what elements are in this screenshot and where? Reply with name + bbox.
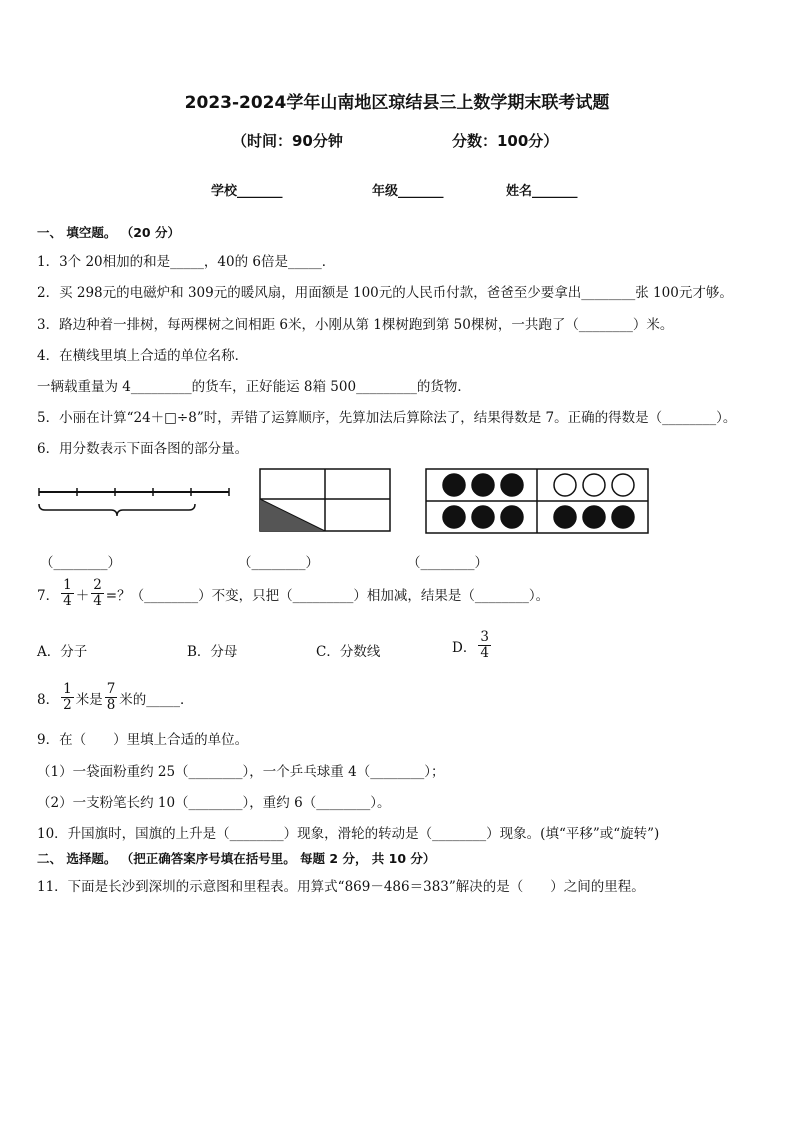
question-4-prompt: 4．在横线里填上合适的单位名称． (37, 348, 249, 364)
q6-answer-1: （________） (40, 555, 121, 571)
q8-text-end: 米的_____． (119, 691, 194, 708)
question-8 (37, 682, 194, 713)
option-c: C．分数线 (316, 644, 381, 660)
option-b: B．分母 (187, 644, 238, 660)
filled-circle (612, 506, 634, 528)
section-2-title: 二、 选择题。 （把正确答案序号填在括号里。 每题 2 分， 共 10 分） (37, 851, 436, 866)
grade-field: 年级_______ (372, 184, 444, 199)
fraction: $\frac{2}{4}$ (93, 577, 102, 609)
question-2: 2．买 298元的电磁炉和 309元的暖风扇，用面额是 100元的人民币付款，爸爸至少要拿出________张 100元才够。 (37, 285, 733, 301)
question-9-part-1: （1）一袋面粉重约 25（________），一个乒乓球重 4（________）； (37, 764, 445, 780)
q8-text: 米是 (75, 691, 103, 708)
filled-circle (501, 506, 523, 528)
question-3: 3．路边种着一排树，每两棵树之间相距 6米，小刚从第 1棵树跑到第 50棵树，一共跑了（________）米。 (37, 317, 674, 333)
question-1: 1．3个 20相加的和是_____，40的 6倍是_____． (37, 254, 336, 270)
fraction: $\frac{7}{8}$ (106, 681, 116, 713)
fraction: $\frac{3}{4}$ (480, 629, 489, 661)
exam-time: （时间：90分钟 (232, 132, 343, 150)
fraction: $\frac{1}{4}$ (63, 577, 72, 609)
question-5: 5．小丽在计算“24＋□÷8”时，弄错了运算顺序，先算加法后算除法了，结果得数是 7。正确的得数是（________）。 (37, 410, 737, 426)
filled-circle (583, 506, 605, 528)
section-1-title: 一、 填空题。 （20 分） (37, 225, 180, 240)
q7-number: 7． (37, 587, 60, 604)
filled-circle (443, 474, 465, 496)
q6-answer-3: （________） (407, 555, 488, 571)
name-field: 姓名_______ (506, 184, 578, 199)
empty-circle (583, 474, 605, 496)
plus-sign: ＋ (75, 587, 90, 604)
fraction: $\frac{1}{2}$ (63, 681, 72, 713)
circles-figure (425, 468, 649, 534)
exam-score: 分数：100分） (452, 132, 559, 150)
question-10: 10．升国旗时，国旗的上升是（________）现象，滑轮的转动是（________）现象。(填“平移”或“旋转”) (37, 826, 660, 842)
question-4-blank-line: 一辆载重量为 4_________的货车，正好能运 8箱 500_________的货物． (37, 379, 471, 395)
filled-circle (554, 506, 576, 528)
page-title: 2023-2024学年山南地区琼结县三上数学期末联考试题 (184, 93, 610, 113)
q6-answer-2: （________） (238, 555, 319, 571)
filled-circle (501, 474, 523, 496)
empty-circle (612, 474, 634, 496)
option-a: A．分子 (37, 644, 88, 660)
q7-text: =？（________）不变，只把（_________）相加减，结果是（________）。 (105, 587, 550, 604)
question-9-prompt: 9．在（ ）里填上合适的单位。 (37, 732, 249, 748)
option-d (452, 630, 493, 661)
empty-circle (554, 474, 576, 496)
question-11: 11．下面是长沙到深圳的示意图和里程表。用算式“869－486＝383”解决的是（ ）之间的里程。 (37, 879, 645, 895)
q8-number: 8． (37, 691, 60, 708)
option-d-label: D． (452, 639, 477, 656)
shaded-grid-figure (259, 468, 391, 532)
school-field: 学校_______ (211, 184, 283, 199)
filled-circle (472, 506, 494, 528)
question-9-part-2: （2）一支粉笔长约 10（________），重约 6（________）。 (37, 795, 391, 811)
question-7 (37, 578, 549, 609)
segmented-line-figure (37, 486, 233, 522)
filled-circle (443, 506, 465, 528)
filled-circle (472, 474, 494, 496)
question-6-prompt: 6．用分数表示下面各图的部分量。 (37, 441, 249, 457)
